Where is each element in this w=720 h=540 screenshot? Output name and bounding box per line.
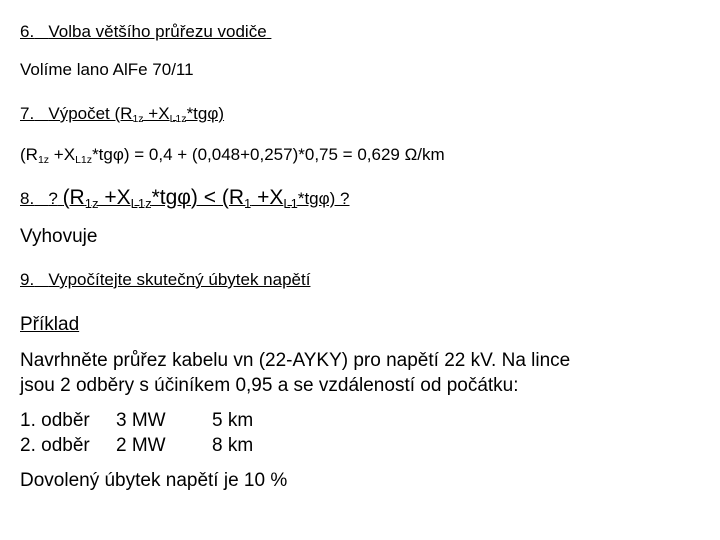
example-label: Příklad [20, 314, 80, 335]
load-1-distance: 5 km [212, 410, 254, 431]
heading-7-text-b: +X [143, 104, 170, 123]
calc-sub-1: 1z [37, 154, 50, 167]
heading-8-sub-2: L1z [130, 195, 152, 211]
load-2-power: 2 MW [116, 435, 166, 456]
heading-7 [20, 104, 224, 124]
heading-8-sub-1: 1z [84, 195, 99, 211]
heading-7-sub-2: L1z [169, 113, 187, 126]
heading-9 [20, 270, 310, 290]
heading-8-sub-4: L1 [283, 195, 298, 211]
heading-8 [20, 186, 349, 210]
heading-8-text-a: (R [62, 186, 85, 209]
heading-7-sub-1: 1z [132, 113, 144, 126]
calc-text-b: +X [49, 145, 76, 164]
example-text-line-1: Navrhněte průřez kabelu vn (22-AYKY) pro napětí 22 kV. Na lince [20, 350, 571, 371]
heading-9-text: Vypočítejte skutečný úbytek napětí [48, 270, 311, 289]
choice-line: Volíme lano AlFe 70/11 [20, 60, 194, 79]
heading-8-number: 8. [20, 189, 35, 208]
heading-6 [20, 22, 271, 42]
heading-9-number: 9. [20, 270, 35, 289]
heading-7-number: 7. [20, 104, 35, 123]
load-1-power: 3 MW [116, 410, 166, 431]
heading-8-text-c: *tgφ) < (R [151, 186, 244, 209]
load-row-1 [20, 410, 253, 432]
calc-text-a: (R [20, 145, 38, 164]
heading-8-text-d: +X [251, 186, 284, 209]
heading-8-text-e: *tgφ) ? [297, 189, 350, 208]
calculation-line [20, 145, 445, 165]
heading-6-text: Volba většího průřezu vodiče [48, 22, 267, 41]
heading-8-question: ? [48, 189, 58, 208]
load-1-label: 1. odběr [20, 410, 90, 431]
load-row-2 [20, 435, 253, 457]
heading-7-text-a: Výpočet (R [48, 104, 133, 123]
verdict: Vyhovuje [20, 226, 98, 247]
heading-8-sub-3: 1 [243, 195, 252, 211]
heading-6-number: 6. [20, 22, 35, 41]
heading-7-text-c: *tgφ) [186, 104, 225, 123]
load-2-label: 2. odběr [20, 435, 90, 456]
calc-text-c: *tgφ) = 0,4 + (0,048+0,257)*0,75 = 0,629 Ω/km [92, 145, 445, 164]
example-text-line-2: jsou 2 odběry s účiníkem 0,95 a se vzdáleností od počátku: [20, 375, 519, 396]
calc-sub-2: L1z [75, 154, 93, 167]
load-2-distance: 8 km [212, 435, 254, 456]
heading-8-text-b: +X [98, 186, 131, 209]
allowed-drop: Dovolený úbytek napětí je 10 % [20, 470, 288, 491]
